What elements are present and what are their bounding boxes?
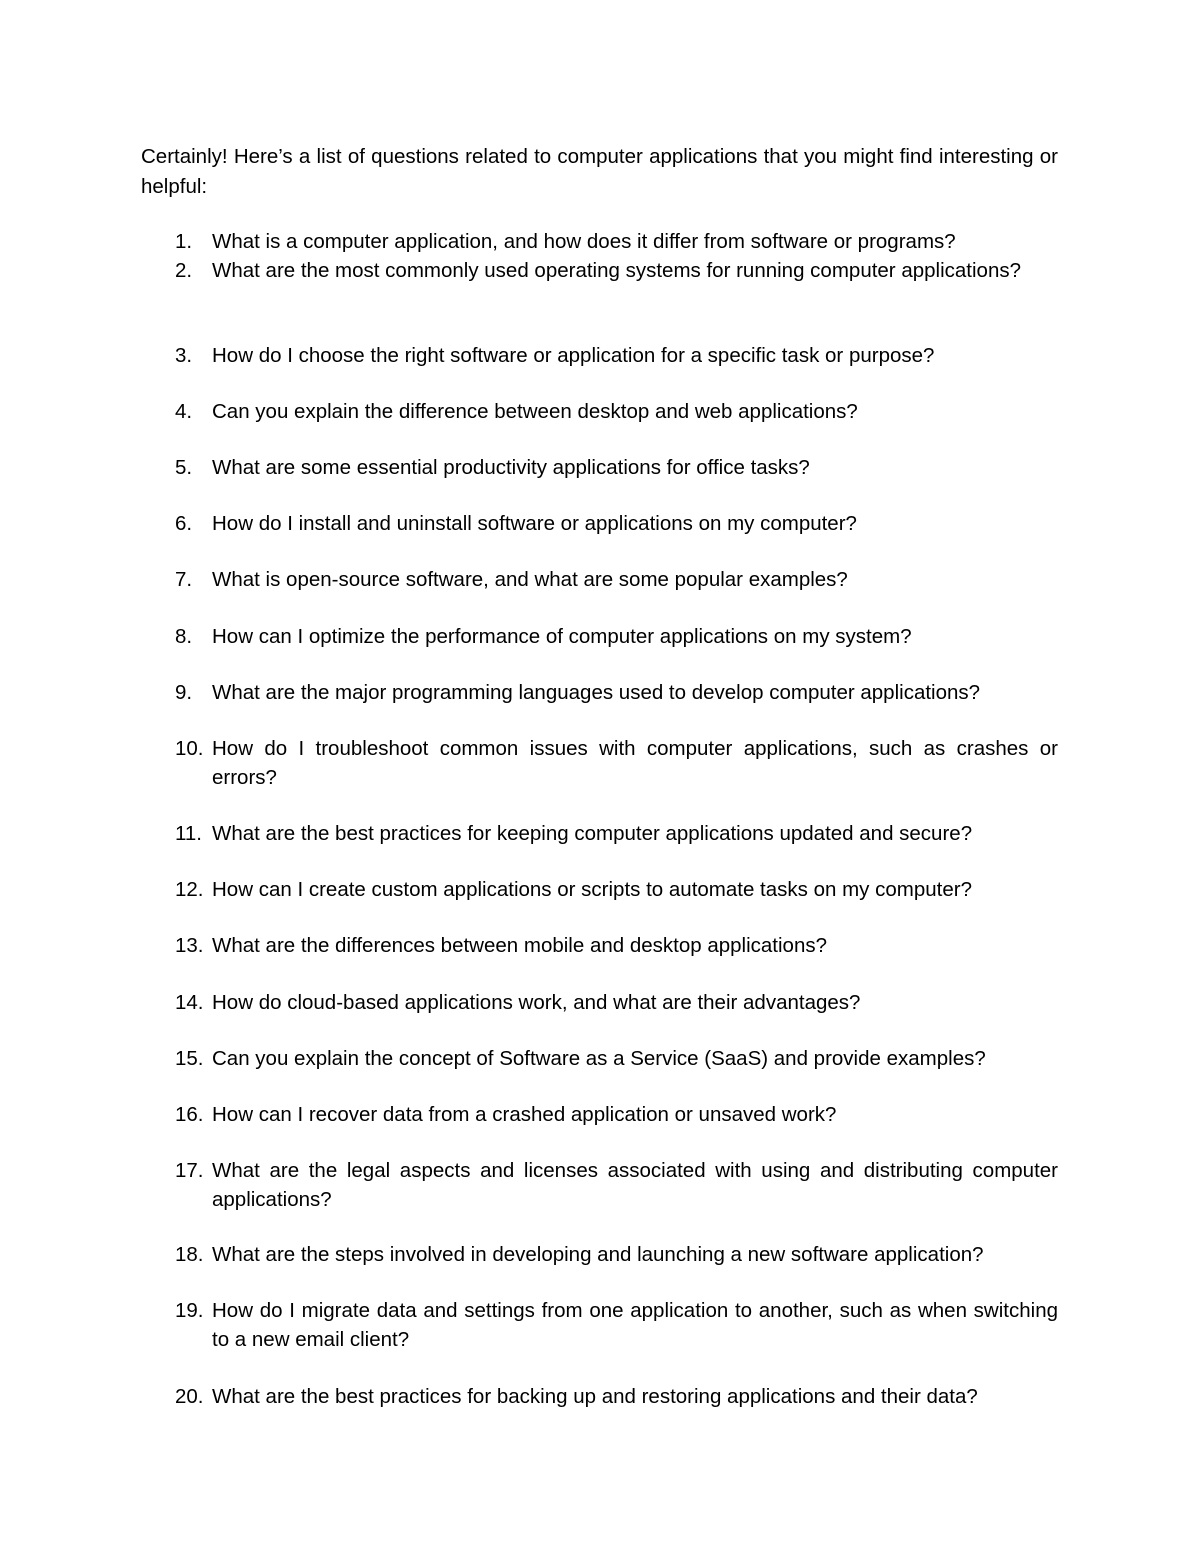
- list-item-number: 10.: [175, 737, 204, 760]
- list-item-number: 14.: [175, 991, 204, 1014]
- list-item-text: What are the best practices for keeping computer applications updated and secure?: [212, 822, 973, 845]
- list-item-text: What are some essential productivity applications for office tasks?: [212, 456, 810, 479]
- list-item: [175, 1044, 1058, 1073]
- list-item-text: How do cloud-based applications work, and what are their advantages?: [212, 991, 861, 1014]
- list-item: [175, 509, 1058, 538]
- list-item-text: How do I choose the right software or application for a specific task or purpose?: [212, 344, 935, 367]
- list-item-number: 1.: [175, 230, 193, 253]
- intro-paragraph: Certainly! Here’s a list of questions related to computer applications that you might find interesting or helpful:: [141, 145, 1058, 198]
- list-item-number: 9.: [175, 681, 193, 704]
- list-item-number: 13.: [175, 934, 204, 957]
- list-item-text: How do I migrate data and settings from one application to another, such as when switching to a new email client?: [212, 1299, 1058, 1351]
- list-item-number: 15.: [175, 1047, 204, 1070]
- list-item-number: 4.: [175, 400, 193, 423]
- list-item-text: What are the best practices for backing up and restoring applications and their data?: [212, 1385, 978, 1408]
- list-item: [175, 341, 1058, 370]
- list-item: [175, 988, 1058, 1017]
- list-item-number: 7.: [175, 568, 193, 591]
- list-item: [175, 931, 1058, 960]
- list-item-text: What are the major programming languages used to develop computer applications?: [212, 681, 981, 704]
- list-item-number: 5.: [175, 456, 193, 479]
- list-item-number: 17.: [175, 1159, 204, 1182]
- list-item: [175, 397, 1058, 426]
- list-item-text: How can I recover data from a crashed application or unsaved work?: [212, 1103, 837, 1126]
- list-item: [175, 678, 1058, 707]
- list-item: [175, 256, 1058, 285]
- list-item: [175, 1240, 1058, 1269]
- list-item-text: What are the differences between mobile and desktop applications?: [212, 934, 828, 957]
- list-item: [175, 1100, 1058, 1129]
- list-item-number: 19.: [175, 1299, 204, 1322]
- list-item: [175, 227, 1058, 256]
- list-item: [175, 819, 1058, 848]
- list-item-text: How can I optimize the performance of computer applications on my system?: [212, 625, 912, 648]
- list-item: [175, 1382, 1058, 1411]
- list-item-text: What is a computer application, and how does it differ from software or programs?: [212, 230, 956, 253]
- list-item-number: 6.: [175, 512, 193, 535]
- list-item-number: 3.: [175, 344, 193, 367]
- list-item: [175, 453, 1058, 482]
- list-item-number: 11.: [175, 822, 202, 845]
- list-item-text: Can you explain the concept of Software as a Service (SaaS) and provide examples?: [212, 1047, 986, 1070]
- list-item-number: 8.: [175, 625, 193, 648]
- list-item: [175, 565, 1058, 594]
- list-item: [175, 1296, 1058, 1354]
- list-item-number: 20.: [175, 1385, 204, 1408]
- list-item-number: 2.: [175, 259, 193, 282]
- list-item: [175, 875, 1058, 904]
- list-item-text: How can I create custom applications or scripts to automate tasks on my computer?: [212, 878, 972, 901]
- list-item: [175, 1156, 1058, 1214]
- list-item-text: What are the legal aspects and licenses associated with using and distributing computer applications?: [212, 1159, 1058, 1211]
- list-item-number: 12.: [175, 878, 204, 901]
- list-item-text: What are the steps involved in developing and launching a new software application?: [212, 1243, 984, 1266]
- list-item-number: 18.: [175, 1243, 204, 1266]
- list-item: [175, 734, 1058, 792]
- list-item: [175, 622, 1058, 651]
- list-item-text: How do I install and uninstall software or applications on my computer?: [212, 512, 857, 535]
- list-item-text: Can you explain the difference between desktop and web applications?: [212, 400, 858, 423]
- list-item-text: What is open-source software, and what are some popular examples?: [212, 568, 848, 591]
- list-item-number: 16.: [175, 1103, 204, 1126]
- list-item-text: How do I troubleshoot common issues with computer applications, such as crashes or errors?: [212, 737, 1058, 789]
- list-item-text: What are the most commonly used operating systems for running computer applications?: [212, 259, 1021, 282]
